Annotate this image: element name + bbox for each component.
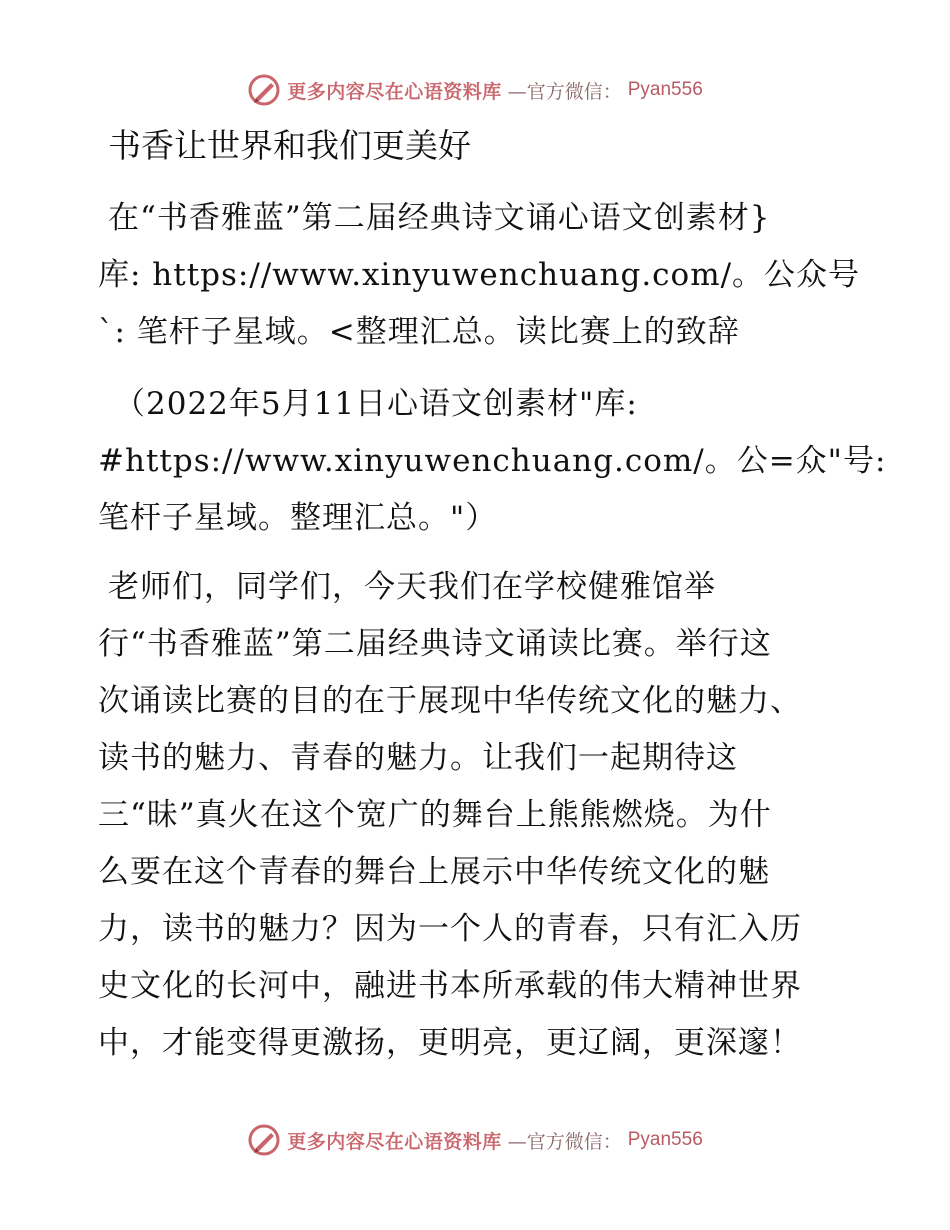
text-line: （2022年5月11日心语文创素材"库:: [114, 386, 638, 422]
document-body: [98, 190, 887, 1072]
text-line: 么要在这个青春的舞台上展示中华传统文化的魅: [98, 854, 770, 890]
text-line: 库: https://www.xinyuwenchuang.com/。公众号: [98, 257, 861, 293]
banner-content: [247, 1123, 703, 1157]
paragraph-speech: [98, 559, 858, 1072]
text-line: `: 笔杆子星域。<整理汇总。读比赛上的致辞: [98, 314, 740, 350]
text-line: 行“书香雅蓝”第二届经典诗文诵读比赛。举行这: [98, 626, 772, 662]
banner-content: [247, 73, 703, 107]
page-title: 书香让世界和我们更美好: [108, 126, 471, 165]
pen-circle-logo-icon: [247, 1123, 281, 1157]
banner-sub-text: —官方微信：: [507, 80, 622, 103]
footer-watermark-banner: [0, 1120, 950, 1160]
banner-sub-text: —官方微信：: [507, 1130, 622, 1153]
text-line: 中，才能变得更激扬，更明亮，更辽阔，更深邃！: [98, 1025, 802, 1061]
paragraph-intro: [98, 190, 861, 361]
header-watermark-banner: [0, 70, 950, 110]
text-line: 笔杆子星域。整理汇总。"）: [98, 500, 498, 536]
pen-circle-logo-icon: [247, 73, 281, 107]
text-line: 读书的魅力、青春的魅力。让我们一起期待这: [98, 740, 738, 776]
text-line: 老师们，同学们，今天我们在学校健雅馆举: [108, 569, 716, 605]
paragraph-date: [98, 376, 887, 547]
banner-main-text: 更多内容尽在心语资料库: [287, 80, 502, 103]
banner-wechat-id: Pyan556: [627, 79, 703, 100]
text-line: 三“昧”真火在这个宽广的舞台上熊熊燃烧。为什: [98, 797, 772, 833]
text-line: 史文化的长河中，融进书本所承载的伟大精神世界: [98, 968, 802, 1004]
text-line: 在“书香雅蓝”第二届经典诗文诵心语文创素材}: [108, 200, 771, 236]
banner-wechat-id: Pyan556: [627, 1129, 703, 1150]
text-line: #https://www.xinyuwenchuang.com/。公=众"号:: [98, 443, 887, 479]
banner-main-text: 更多内容尽在心语资料库: [287, 1130, 502, 1153]
text-line: 力，读书的魅力？因为一个人的青春，只有汇入历: [98, 911, 802, 947]
text-line: 次诵读比赛的目的在于展现中华传统文化的魅力、: [98, 683, 802, 719]
